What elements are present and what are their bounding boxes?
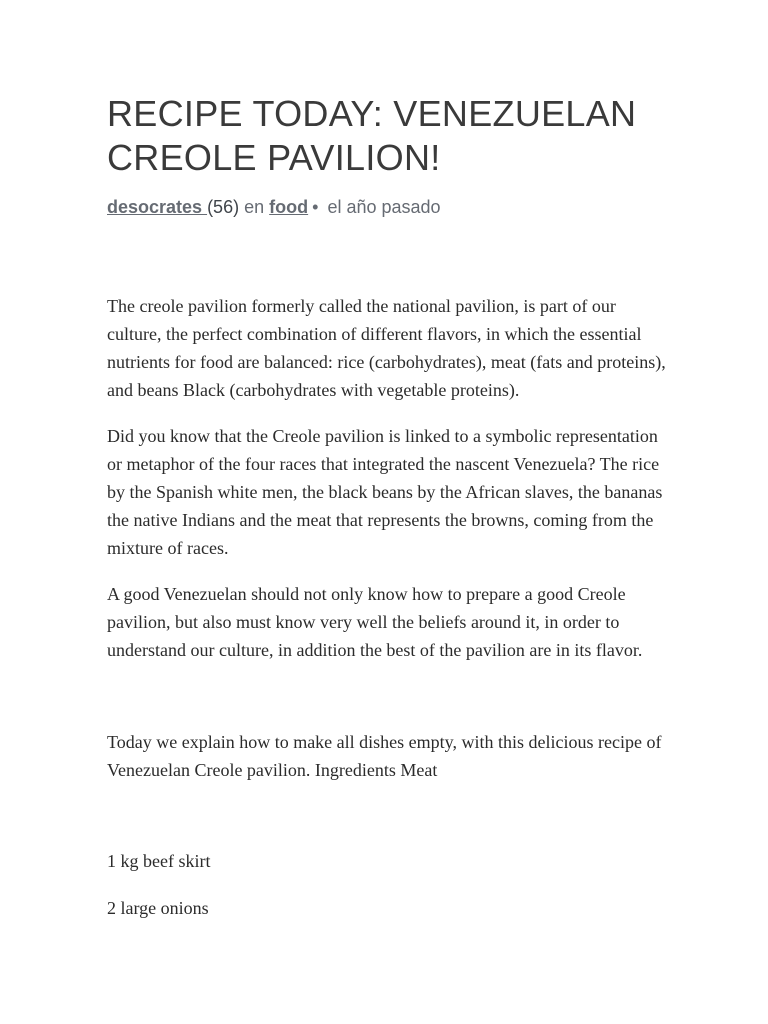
article-paragraph: Did you know that the Creole pavilion is linked to a symbolic representation or metaphor of the four races that integrated the nascent Venezuela? The rice by the Spanish white men, the black beans by the African slaves, the bananas the native Indians and the meat that represents the browns, coming from the mixture of races.	[107, 426, 663, 558]
post-time: el año pasado	[327, 197, 441, 217]
meta-separator: •	[312, 197, 319, 217]
author-reputation: (56)	[207, 197, 240, 217]
article-paragraph: A good Venezuelan should not only know how to prepare a good Creole pavilion, but also must know very well the beliefs around it, in order to understand our culture, in addition the best of the pavilion are in its flavor.	[107, 584, 643, 660]
category-link[interactable]: food	[269, 197, 309, 217]
article-meta	[107, 195, 441, 219]
author-link[interactable]: desocrates	[107, 197, 208, 217]
article-title: RECIPE TODAY: VENEZUELAN CREOLE PAVILION!	[107, 93, 637, 178]
article-paragraph: Today we explain how to make all dishes empty, with this delicious recipe of Venezuelan Creole pavilion. Ingredients Meat	[107, 732, 662, 780]
ingredient-item: 2 large onions	[107, 898, 209, 918]
article-paragraph: The creole pavilion formerly called the national pavilion, is part of our culture, the perfect combination of different flavors, in which the essential nutrients for food are balanced: rice (carbohydrates), meat (fats and proteins), and beans Black (carbohydrates with vegetable proteins).	[107, 296, 666, 400]
ingredient-item: 1 kg beef skirt	[107, 851, 211, 871]
in-label: en	[244, 197, 265, 217]
